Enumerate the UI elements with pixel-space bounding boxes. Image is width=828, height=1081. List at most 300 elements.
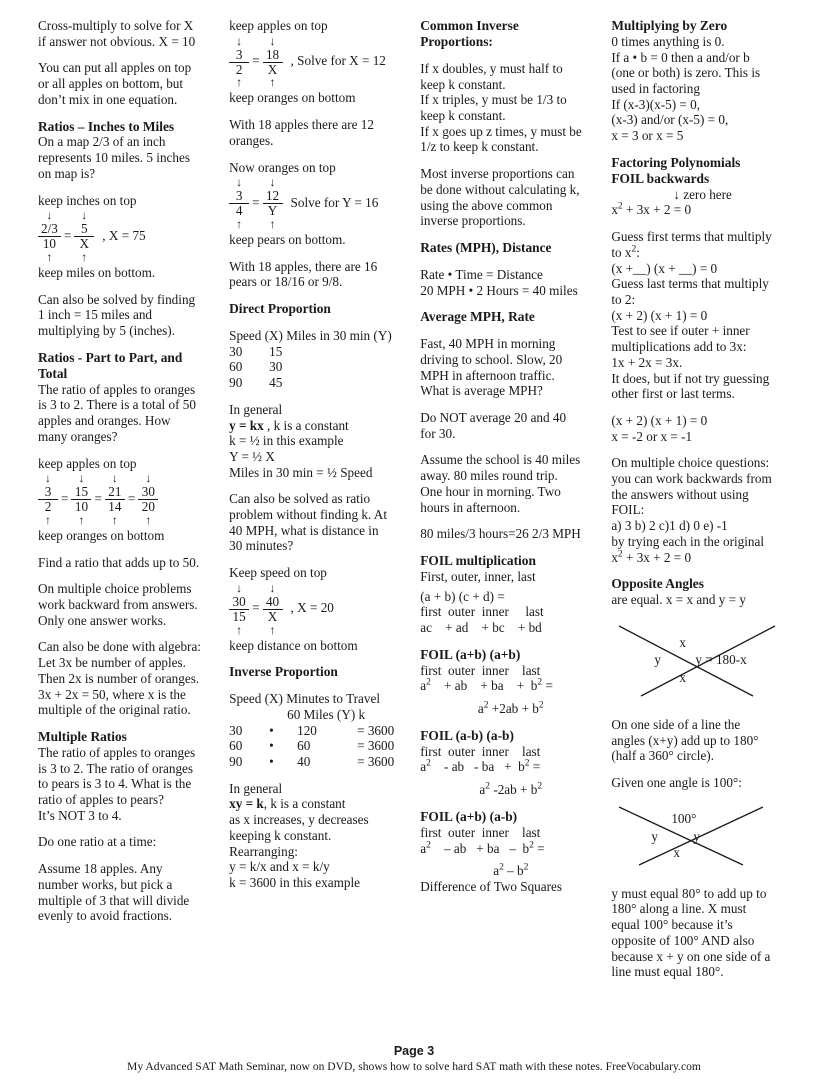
text-line: (x +__) (x + __) = 0 bbox=[611, 260, 718, 276]
down-arrow-icon: ↓ bbox=[145, 471, 152, 486]
text-line: y must equal 80° to add up to bbox=[611, 885, 767, 901]
fraction-numerator: 30 bbox=[138, 485, 158, 500]
fraction-numerator: 5 bbox=[74, 222, 94, 237]
multiply-dot-icon: • bbox=[269, 722, 274, 738]
text-line: ratio of apples to pears? bbox=[38, 792, 164, 808]
equals-sign: = bbox=[252, 53, 260, 69]
angle-explanation-block bbox=[611, 886, 814, 980]
polynomial-rest: + 3x + 2 = 0 bbox=[622, 202, 692, 218]
text-line: What is average MPH? bbox=[420, 383, 543, 399]
table-header: Speed (X) Miles in 30 min (Y) bbox=[229, 328, 392, 344]
fraction-term bbox=[71, 472, 91, 527]
foil-labels-row: first outer inner last bbox=[420, 604, 544, 620]
fraction-denominator: 2 bbox=[235, 61, 243, 77]
text-line: y = k/x and x = k/y bbox=[229, 859, 330, 875]
text-line: number works, but pick a bbox=[38, 876, 173, 892]
exponent: 2 bbox=[538, 700, 544, 711]
exponent: 2 bbox=[426, 759, 431, 770]
down-arrow-icon: ↓ bbox=[46, 208, 53, 223]
text-line: Can also be solved by finding bbox=[38, 291, 196, 307]
text-line: inverse proportions. bbox=[420, 213, 526, 229]
up-arrow-icon: ↑ bbox=[269, 75, 276, 90]
terms-end: = bbox=[529, 759, 541, 775]
foil-result-row bbox=[420, 782, 601, 798]
keep-distance-label: keep distance on bottom bbox=[229, 637, 358, 653]
text-line: Guess first terms that multiply bbox=[611, 229, 772, 245]
text-line: With 18 apples there are 12 bbox=[229, 117, 374, 133]
text-line: problem without finding k. At bbox=[229, 507, 387, 523]
section-heading: Ratios - Part to Part, and bbox=[38, 349, 183, 365]
formula-note: , k is a constant bbox=[263, 417, 349, 433]
keep-apples-label: keep apples on top bbox=[229, 18, 328, 33]
text-line: keep k constant. bbox=[420, 76, 506, 92]
table-header-line1: Speed (X) Minutes to Travel bbox=[229, 691, 381, 707]
exponent: 2 bbox=[426, 840, 431, 851]
proportion-solution: , X = 20 bbox=[290, 600, 334, 616]
text-line: Do NOT average 20 and 40 bbox=[420, 410, 567, 426]
fraction-denominator: X bbox=[267, 61, 278, 77]
polynomial-equation bbox=[611, 550, 814, 566]
text-line: (x + 2) (x + 1) = 0 bbox=[611, 412, 708, 428]
text-line: (x-3) and/or (x-5) = 0, bbox=[611, 112, 729, 128]
cell-speed: 90 bbox=[229, 754, 243, 770]
up-arrow-icon: ↑ bbox=[81, 250, 88, 264]
text-line: Cross-multiply to solve for X bbox=[38, 18, 194, 33]
text-line: as x increases, y decreases bbox=[229, 812, 369, 828]
fraction-numerator: 18 bbox=[263, 48, 283, 63]
text-line: for 30. bbox=[420, 425, 456, 441]
up-arrow-icon: ↑ bbox=[269, 216, 276, 231]
fraction-denominator: 14 bbox=[108, 499, 122, 515]
inverse-proportion-table bbox=[229, 691, 410, 770]
text-line: It’s NOT 3 to 4. bbox=[38, 807, 122, 823]
table-row bbox=[229, 754, 410, 770]
direct-proportion-section bbox=[229, 301, 410, 317]
cell-k: = 3600 bbox=[357, 754, 395, 770]
fraction-term bbox=[229, 35, 249, 90]
foil-terms-row bbox=[420, 678, 601, 694]
text-line: Let 3x be number of apples. bbox=[38, 655, 186, 671]
text-line: multiplications add to 3x: bbox=[611, 339, 747, 355]
formula-line bbox=[229, 418, 410, 434]
fraction-numerator: 30 bbox=[229, 595, 249, 610]
fraction-term bbox=[38, 472, 58, 527]
text-line: With 18 apples, there are 16 bbox=[229, 258, 378, 274]
now-oranges-label: Now oranges on top bbox=[229, 159, 336, 175]
text-line: 30 minutes? bbox=[229, 538, 294, 554]
terms-end: = bbox=[533, 840, 545, 856]
text-line: hours in afternoon. bbox=[420, 499, 521, 515]
section-heading-line2: Total bbox=[38, 365, 68, 381]
text-line: Only one answer works. bbox=[38, 612, 167, 628]
text-line: 0 times anything is 0. bbox=[611, 33, 725, 49]
text-line: equal 100° because it’s bbox=[611, 917, 733, 933]
text-line: On multiple choice questions: bbox=[611, 455, 770, 471]
text-line: to 2: bbox=[611, 292, 636, 307]
cell-k: = 3600 bbox=[357, 722, 395, 738]
section-heading: Rates (MPH), Distance bbox=[420, 239, 552, 255]
up-arrow-icon: ↑ bbox=[236, 75, 243, 90]
opposite-angles-diagram bbox=[611, 614, 814, 706]
column-4 bbox=[611, 18, 814, 991]
keep-inches-label: keep inches on top bbox=[38, 192, 137, 208]
direct-proportion-general-block bbox=[229, 402, 410, 481]
section-heading: Inverse Proportion bbox=[229, 664, 338, 680]
text-line: used in factoring bbox=[611, 81, 700, 97]
exponent: 2 bbox=[617, 202, 623, 213]
section-heading: Multiple Ratios bbox=[38, 728, 127, 744]
section-heading: Opposite Angles bbox=[611, 576, 704, 592]
fraction-numerator: 15 bbox=[71, 485, 91, 500]
line-angles-block bbox=[611, 717, 814, 764]
text-line: On one side of a line the bbox=[611, 716, 741, 732]
equals-sign: = bbox=[252, 194, 260, 210]
multiple-ratios-section bbox=[38, 729, 219, 823]
foil-labels-row: first outer inner last bbox=[420, 824, 541, 840]
fraction-denominator: X bbox=[267, 608, 278, 624]
proportion-equation bbox=[229, 176, 410, 231]
text-line: 1x + 2x = 3x. bbox=[611, 354, 683, 370]
fraction-numerator: 3 bbox=[229, 48, 249, 63]
text-line: Fast, 40 MPH in morning bbox=[420, 336, 556, 352]
equals-sign: = bbox=[252, 600, 260, 616]
text-line: If x doubles, y must half to bbox=[420, 60, 563, 76]
text-line: the answers without using bbox=[611, 486, 749, 502]
speed-distance-proportion-block bbox=[229, 565, 410, 653]
angle-figure-1 bbox=[611, 614, 801, 706]
exponent: 2 bbox=[631, 244, 637, 255]
given-angle-diagram bbox=[611, 797, 814, 875]
column-3 bbox=[420, 18, 611, 906]
text-line: First, outer, inner, last bbox=[420, 568, 536, 584]
text-line: Assume 18 apples. Any bbox=[38, 861, 163, 877]
text-line: It does, but if not try guessing bbox=[611, 370, 770, 386]
zero-here-annotation: ↓ zero here bbox=[673, 186, 732, 202]
text-line: oranges. bbox=[229, 132, 274, 148]
exponent: 2 bbox=[524, 759, 530, 770]
rates-distance-section bbox=[420, 240, 601, 256]
proportion-solution: , X = 75 bbox=[102, 227, 146, 243]
foil-terms-row bbox=[420, 841, 601, 857]
text-line: be done without calculating k, bbox=[420, 181, 580, 197]
angle-label-right: y bbox=[693, 828, 700, 844]
text-line: x = -2 or x = -1 bbox=[611, 428, 693, 444]
average-mph-answer-block bbox=[420, 526, 601, 542]
text-line: (one or both) is zero. This is bbox=[611, 65, 761, 81]
multiple-choice-backwards-block bbox=[611, 455, 814, 565]
proportion-equation bbox=[38, 209, 219, 264]
terms-mid: + ab + ba + b bbox=[430, 678, 538, 694]
formula-note: , k is a constant bbox=[263, 796, 346, 812]
text-line: because x + y on one side of a bbox=[611, 948, 771, 964]
inverse-rules-block bbox=[420, 61, 601, 155]
column-2 bbox=[229, 18, 420, 902]
cross-multiply-block bbox=[38, 18, 219, 49]
ratio-chain-equation bbox=[38, 472, 219, 527]
section-heading: Common Inverse bbox=[420, 18, 519, 33]
terms-end: = bbox=[542, 678, 553, 694]
text-line: 40 MPH, what is distance in bbox=[229, 522, 379, 538]
text-line: If a • b = 0 then a and/or b bbox=[611, 49, 750, 65]
exponent: 2 bbox=[499, 862, 504, 873]
fraction-denominator: 2 bbox=[44, 499, 52, 515]
polynomial-rest: + 3x + 2 = 0 bbox=[622, 549, 692, 565]
text-line: k = ½ in this example bbox=[229, 433, 344, 449]
text-line: 20 MPH • 2 Hours = 40 miles bbox=[420, 282, 578, 298]
multiple-choice-tip-block bbox=[38, 581, 219, 628]
18-apples-result-block bbox=[229, 117, 410, 148]
no-k-needed-block bbox=[420, 166, 601, 229]
text-line: 1 inch = 15 miles and bbox=[38, 307, 153, 323]
text-line: 3x + 2x = 50, where x is the bbox=[38, 686, 186, 702]
ratios-inches-to-miles-section bbox=[38, 119, 219, 182]
cell-speed: 60 bbox=[229, 359, 243, 375]
result-mid: -2ab + b bbox=[490, 782, 538, 798]
fraction-term bbox=[105, 472, 125, 527]
text-line: On multiple choice problems bbox=[38, 581, 192, 597]
text-line: don’t mix in one equation. bbox=[38, 91, 178, 107]
text-line: The ratio of apples to oranges bbox=[38, 744, 196, 760]
exponent: 2 bbox=[617, 549, 623, 560]
text-line: are equal. x = x and y = y bbox=[611, 592, 746, 608]
cell-speed: 60 bbox=[229, 738, 243, 754]
text-line: You can put all apples on top bbox=[38, 60, 192, 76]
exponent: 2 bbox=[426, 678, 431, 689]
text-line: Rate • Time = Distance bbox=[420, 266, 543, 282]
table-row bbox=[229, 723, 410, 739]
pears-result-block bbox=[229, 259, 410, 290]
fraction-term bbox=[229, 176, 249, 231]
text-fragment: to x bbox=[611, 244, 632, 260]
find-ratio-block bbox=[38, 555, 219, 571]
do-not-average-block bbox=[420, 410, 601, 441]
fraction-numerator: 2/3 bbox=[38, 222, 61, 237]
rate-formula-block bbox=[420, 267, 601, 298]
up-arrow-icon: ↑ bbox=[45, 512, 51, 527]
page-footer bbox=[0, 1044, 828, 1073]
text-line: Y = ½ X bbox=[229, 448, 275, 464]
table-row bbox=[229, 344, 410, 360]
text-line: other first or last terms. bbox=[611, 386, 735, 402]
up-arrow-icon: ↑ bbox=[145, 512, 152, 527]
fraction-numerator: 3 bbox=[229, 189, 249, 204]
terms-mid: – ab + ba – b bbox=[430, 840, 530, 856]
term-a: a bbox=[420, 678, 427, 694]
text-line: Assume the school is 40 miles bbox=[420, 452, 581, 468]
text-line: to pears is 3 to 4. What is the bbox=[38, 776, 192, 792]
text-line: pears or 18/16 or 9/8. bbox=[229, 274, 343, 290]
section-heading-line2: FOIL backwards bbox=[611, 170, 710, 186]
cell-speed: 30 bbox=[229, 722, 243, 738]
down-arrow-icon: ↓ bbox=[111, 471, 118, 486]
exponent: 2 bbox=[529, 840, 534, 851]
cell-minutes: 60 bbox=[297, 738, 311, 754]
text-line: on map is? bbox=[38, 165, 96, 181]
factored-solution-block bbox=[611, 413, 814, 444]
cell-miles: 15 bbox=[269, 343, 283, 359]
given-angle-block bbox=[611, 775, 814, 791]
text-line: If x triples, y must be 1/3 to bbox=[420, 92, 567, 108]
result-mid: – b bbox=[503, 863, 524, 879]
text-line: by trying each in the original bbox=[611, 533, 765, 549]
up-arrow-icon: ↑ bbox=[78, 512, 85, 527]
down-arrow-icon: ↓ bbox=[236, 580, 243, 595]
inverse-proportion-section bbox=[229, 664, 410, 680]
angle-label-left: y bbox=[651, 828, 658, 844]
ratio-without-k-block bbox=[229, 491, 410, 554]
alternative-solution-block bbox=[38, 292, 219, 339]
footer-note: My Advanced SAT Math Seminar, now on DVD, shows how to solve hard SAT math with these notes. FreeVocabulary.com bbox=[127, 1060, 701, 1073]
direct-proportion-table bbox=[229, 328, 410, 391]
fraction-numerator: 21 bbox=[105, 485, 125, 500]
foil-a-minus-b-squared-block bbox=[420, 728, 601, 798]
section-heading: Direct Proportion bbox=[229, 301, 331, 317]
keep-oranges-label: keep oranges on bottom bbox=[229, 90, 356, 106]
term-a: a bbox=[479, 782, 486, 798]
text-line: using the above common bbox=[420, 197, 553, 213]
text-line: MPH in afternoon traffic. bbox=[420, 367, 555, 383]
angle-label-top: 100° bbox=[671, 810, 697, 826]
table-header-line2: 60 Miles (Y) k bbox=[287, 706, 366, 722]
angle-label-top: x bbox=[679, 634, 686, 650]
keep-apples-label: keep apples on top bbox=[38, 455, 137, 471]
formula-line bbox=[229, 796, 410, 812]
foil-terms-row bbox=[420, 759, 601, 775]
fraction-numerator: 12 bbox=[263, 189, 283, 204]
down-arrow-icon: ↓ bbox=[78, 471, 85, 486]
text-line: apples and oranges. How bbox=[38, 413, 171, 429]
text-line: In general bbox=[229, 401, 283, 417]
text-line: evenly to avoid fractions. bbox=[38, 908, 173, 924]
text-line: x = 3 or x = 5 bbox=[611, 128, 684, 144]
section-heading: FOIL multiplication bbox=[420, 552, 536, 568]
text-line: away. 80 miles round trip. bbox=[420, 468, 558, 484]
page-number: Page 3 bbox=[393, 1044, 435, 1058]
foil-labels-row: first outer inner last bbox=[420, 662, 541, 678]
terms-mid: - ab - ba + b bbox=[430, 759, 525, 775]
text-line: Can also be solved as ratio bbox=[229, 491, 371, 507]
text-line: 80 miles/3 hours=26 2/3 MPH bbox=[420, 526, 581, 542]
up-arrow-icon: ↑ bbox=[236, 216, 243, 231]
ratios-part-to-part-section bbox=[38, 350, 219, 445]
foil-generic-block bbox=[420, 589, 601, 636]
up-arrow-icon: ↑ bbox=[111, 512, 118, 527]
cell-miles: 45 bbox=[269, 375, 283, 391]
down-arrow-icon: ↓ bbox=[269, 175, 276, 190]
term-a: a bbox=[420, 759, 427, 775]
text-line: opposite of 100° AND also bbox=[611, 932, 755, 948]
proportion-solution: Solve for Y = 16 bbox=[290, 194, 379, 210]
fraction-denominator: 10 bbox=[74, 499, 89, 515]
text-line: angles (x+y) add up to 180° bbox=[611, 732, 759, 748]
assume-school-block bbox=[420, 452, 601, 515]
text-line: Miles in 30 min = ½ Speed bbox=[229, 464, 373, 480]
text-line: The ratio of apples to oranges bbox=[38, 381, 196, 397]
term-a: a bbox=[420, 840, 427, 856]
text-line: many oranges? bbox=[38, 428, 118, 444]
fraction-term bbox=[263, 582, 283, 637]
text-line: represents 10 miles. 5 inches bbox=[38, 150, 190, 166]
algebra-solution-block bbox=[38, 639, 219, 718]
text-line: you can work backwards from bbox=[611, 471, 772, 487]
fraction-term bbox=[229, 582, 249, 637]
formula-xyk: xy = k bbox=[229, 796, 264, 812]
formula-ykx: y = kx bbox=[229, 417, 264, 433]
exponent: 2 bbox=[523, 862, 529, 873]
fraction-term bbox=[38, 209, 61, 264]
foil-a-plus-b-squared-block bbox=[420, 647, 601, 717]
proportion-equation bbox=[229, 582, 410, 637]
answer-choices-line: a) 3 b) 2 c)1 d) 0 e) -1 bbox=[611, 518, 728, 534]
fraction-term bbox=[263, 176, 283, 231]
down-arrow-icon: ↓ bbox=[236, 175, 243, 190]
text-line: One hour in morning. Two bbox=[420, 483, 561, 499]
angle-label-right: y = 180-x bbox=[695, 651, 747, 667]
columns-container bbox=[14, 18, 814, 1018]
down-arrow-icon: ↓ bbox=[269, 580, 276, 595]
average-mph-problem-block bbox=[420, 336, 601, 399]
table-row bbox=[229, 375, 410, 391]
foil-terms-row: ac + ad + bc + bd bbox=[420, 620, 542, 636]
section-heading-line2: Proportions: bbox=[420, 33, 493, 49]
text-line: Can also be done with algebra: bbox=[38, 639, 201, 655]
exponent: 2 bbox=[537, 678, 543, 689]
text-line: 180° along a line. X must bbox=[611, 901, 747, 917]
table-row bbox=[229, 359, 410, 375]
apples-top-bottom-block bbox=[38, 60, 219, 107]
angle-label-left: y bbox=[654, 651, 661, 667]
text-fragment: : bbox=[636, 244, 640, 260]
text-line: In general bbox=[229, 780, 283, 796]
foil-result-row bbox=[420, 701, 601, 717]
assume-18-apples-block bbox=[38, 861, 219, 924]
section-heading: Factoring Polynomials bbox=[611, 154, 741, 170]
keep-oranges-label: keep oranges on bottom bbox=[38, 527, 165, 543]
fraction-numerator: 40 bbox=[263, 595, 283, 610]
fraction-denominator: 10 bbox=[42, 236, 57, 252]
text-line: Find a ratio that adds up to 50. bbox=[38, 554, 200, 570]
text-line bbox=[611, 245, 814, 261]
section-heading: FOIL (a+b) (a-b) bbox=[420, 808, 518, 824]
oranges-pears-proportion-block bbox=[229, 160, 410, 248]
exponent: 2 bbox=[537, 781, 543, 792]
exponent: 2 bbox=[485, 781, 491, 792]
section-heading: FOIL (a-b) (a-b) bbox=[420, 727, 514, 743]
angle-label-bottom: x bbox=[673, 844, 680, 860]
multiplying-by-zero-section bbox=[611, 18, 814, 144]
text-line: 1/z to keep k constant. bbox=[420, 139, 539, 155]
text-line: keep k constant. bbox=[420, 108, 506, 124]
text-line: k = 3600 in this example bbox=[229, 874, 360, 890]
text-line: Rearranging: bbox=[229, 843, 298, 859]
cell-k: = 3600 bbox=[357, 738, 395, 754]
down-arrow-icon: ↓ bbox=[269, 33, 276, 48]
term-a: a bbox=[493, 863, 500, 879]
text-line: Most inverse proportions can bbox=[420, 166, 575, 182]
cell-speed: 30 bbox=[229, 343, 243, 359]
column-1 bbox=[14, 18, 229, 935]
cell-miles: 30 bbox=[269, 359, 283, 375]
cell-minutes: 120 bbox=[297, 722, 317, 738]
table-row bbox=[229, 738, 410, 754]
equals-sign: = bbox=[61, 490, 69, 506]
result-mid: +2ab + b bbox=[488, 701, 539, 717]
text-line: Do one ratio at a time: bbox=[38, 834, 157, 850]
angle-label-bottom: x bbox=[679, 669, 686, 685]
section-heading: FOIL (a+b) (a+b) bbox=[420, 646, 521, 662]
text-line: FOIL: bbox=[611, 502, 645, 518]
foil-labels-row: first outer inner last bbox=[420, 743, 541, 759]
